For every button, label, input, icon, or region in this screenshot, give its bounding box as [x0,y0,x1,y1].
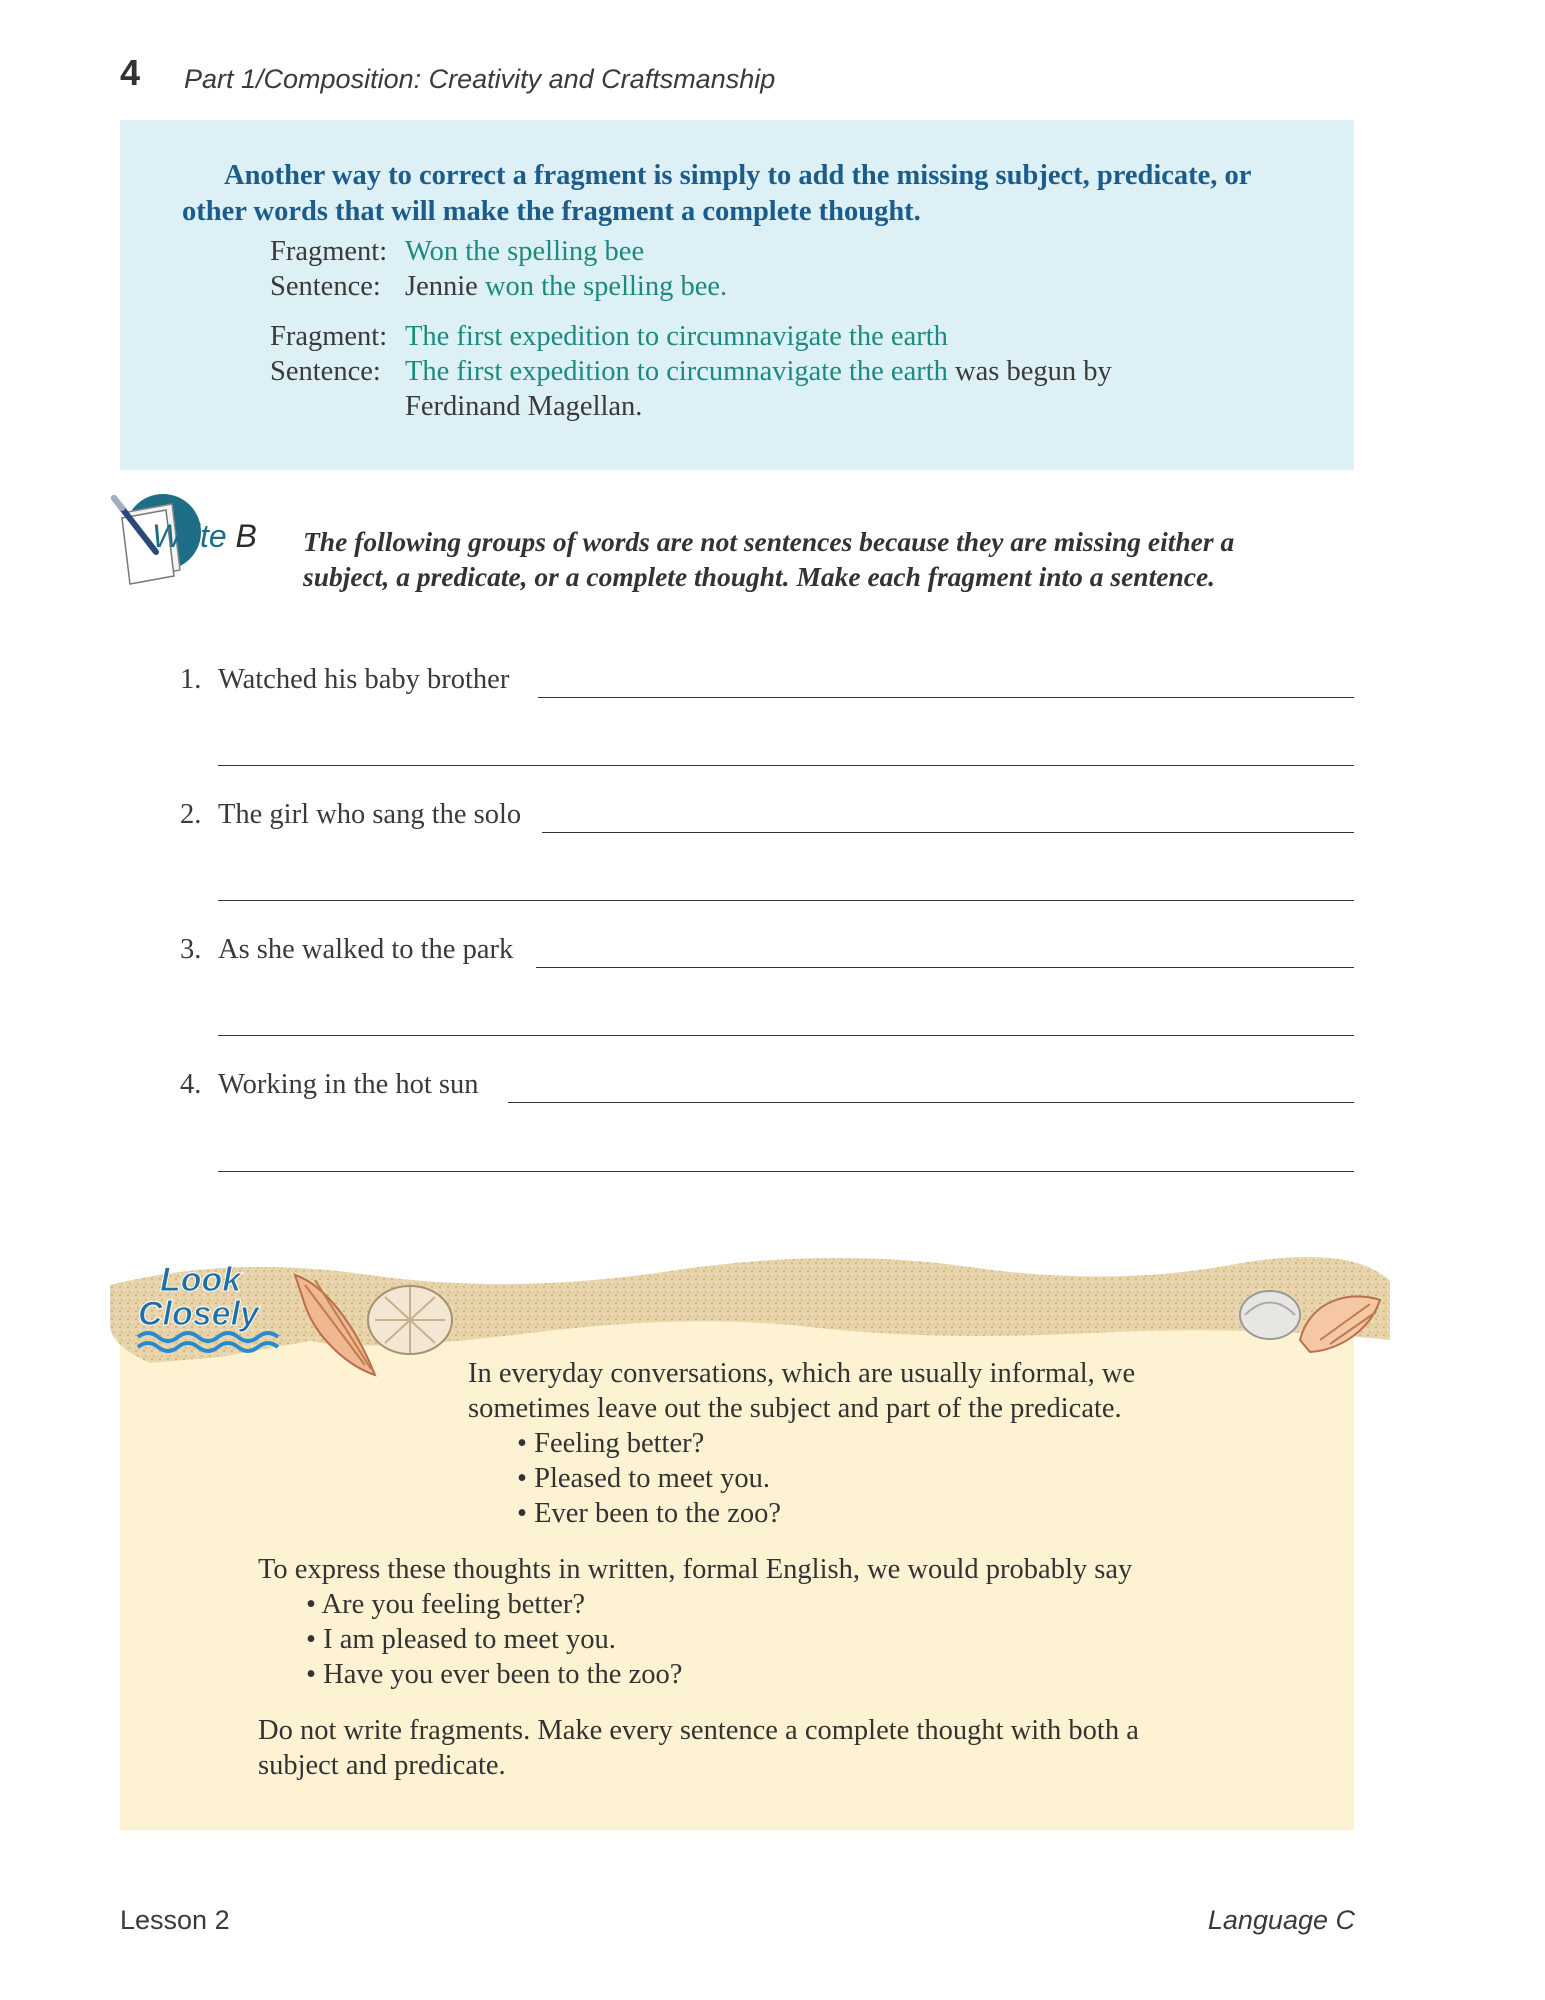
informal-example-text: Ever been to the zoo? [534,1498,781,1529]
example-continuation [270,389,1330,424]
answer-line[interactable] [538,697,1354,698]
footer-lesson: Lesson 2 [120,1905,230,1935]
informal-example: • Pleased to meet you. [517,1463,770,1494]
example-label: Fragment: [270,321,388,352]
example-tail: was begun by [947,356,1112,387]
example-continuation-text: Ferdinand Magellan. [405,391,643,422]
closing-line: Do not write fragments. Make every sentence a complete thought with both a [258,1715,1139,1746]
answer-line[interactable] [218,765,1354,766]
item-number: 3. [180,934,202,965]
informal-example: • Feeling better? [517,1428,705,1459]
write-b-label [152,518,257,555]
exercise-item [180,797,1354,837]
example-row [270,269,1330,304]
item-number: 2. [180,799,202,830]
formal-example-text: I am pleased to meet you. [323,1624,616,1655]
answer-line[interactable] [508,1102,1354,1103]
formal-example: • Have you ever been to the zoo? [306,1659,683,1690]
answer-line[interactable] [536,967,1354,968]
formal-example-text: Have you ever been to the zoo? [323,1659,683,1690]
answer-line[interactable] [218,900,1354,901]
look-intro-line: sometimes leave out the subject and part of the predicate. [468,1393,1122,1424]
logo-word-closely: Closely [138,1295,259,1333]
exercise-item [180,932,1354,972]
item-prompt: Working in the hot sun [218,1069,479,1100]
item-number: 1. [180,664,202,695]
formal-example: • I am pleased to meet you. [306,1624,616,1655]
informal-example: • Ever been to the zoo? [517,1498,781,1529]
item-prompt: The girl who sang the solo [218,799,522,830]
example-label: Sentence: [270,271,381,302]
logo-word-look: Look [160,1261,242,1299]
formal-example-text: Are you feeling better? [321,1589,586,1620]
running-title: Part 1/Composition: Creativity and Craftsmanship [184,64,776,94]
closing-line: subject and predicate. [258,1750,506,1781]
write-instructions: The following groups of words are not sentences because they are missing either a subject, a predicate, or a complete thought. Make each fragment into a sentence. [303,526,1235,592]
example-plain: Jennie [405,271,485,302]
rule-box [120,120,1354,470]
example-teal: Won the spelling bee [405,236,645,267]
formal-intro: To express these thoughts in written, formal English, we would probably say [258,1554,1133,1585]
write-word: Write [152,518,227,554]
example-label: Sentence: [270,356,381,387]
example-row [270,354,1330,389]
seashell-icon [1230,1270,1390,1360]
item-prompt: As she walked to the park [218,934,514,965]
footer-course: Language C [1207,1905,1355,1935]
page-number: 4 [120,52,141,93]
seashell-icon [285,1265,455,1380]
exercise-item [180,662,1354,702]
exercise-item [180,1067,1354,1107]
formal-example: • Are you feeling better? [306,1589,586,1620]
write-letter: B [235,518,257,554]
answer-line[interactable] [218,1171,1354,1172]
look-closely-logo [130,1255,300,1355]
informal-example-text: Feeling better? [534,1428,705,1459]
example-row [270,319,1330,354]
answer-line[interactable] [542,832,1354,833]
example-teal: The first expedition to circumnavigate the earth [405,321,948,352]
item-prompt: Watched his baby brother [218,664,510,695]
item-number: 4. [180,1069,202,1100]
informal-example-text: Pleased to meet you. [534,1463,770,1494]
answer-line[interactable] [218,1035,1354,1036]
example-teal: The first expedition to circumnavigate the earth [405,356,948,387]
example-row [270,234,1330,269]
example-label: Fragment: [270,236,388,267]
look-intro-line: In everyday conversations, which are usually informal, we [468,1358,1136,1389]
example-teal: won the spelling bee. [484,271,728,302]
rule-text: Another way to correct a fragment is simply to add the missing subject, predicate, or other words that will make the fragment a complete thought. [182,160,1251,227]
